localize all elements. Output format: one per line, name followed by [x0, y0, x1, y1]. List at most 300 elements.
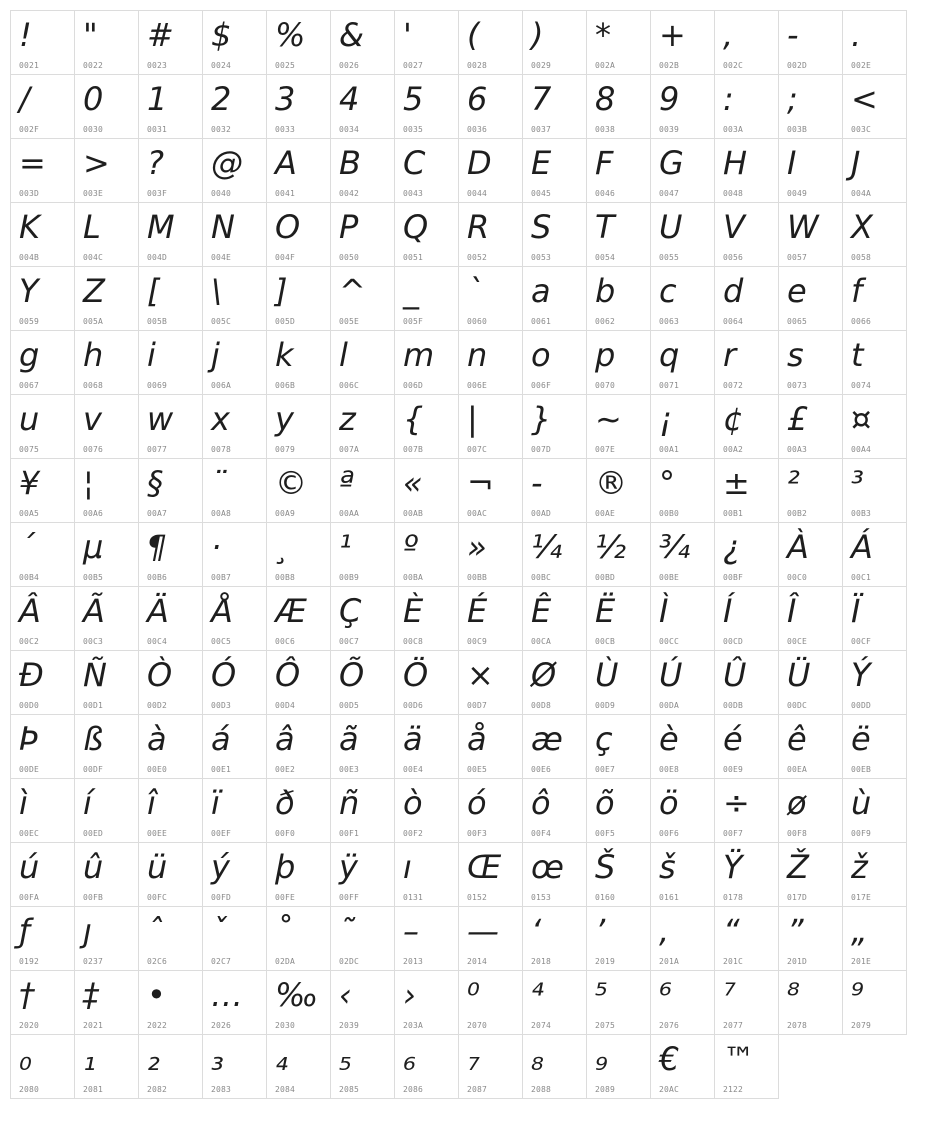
- glyph-character: Œ: [467, 848, 502, 886]
- glyph-cell: [330, 138, 395, 203]
- glyph-character: ³: [851, 464, 864, 502]
- glyph-character: f: [851, 272, 863, 310]
- glyph-character: œ: [531, 848, 564, 886]
- glyph-character: Y: [19, 272, 39, 310]
- glyph-cell: [842, 522, 907, 587]
- glyph-cell: [202, 650, 267, 715]
- glyph-codepoint: 0056: [723, 253, 744, 262]
- glyph-codepoint: 00C3: [83, 637, 104, 646]
- glyph-codepoint: 0023: [147, 61, 168, 70]
- glyph-cell: [842, 714, 907, 779]
- glyph-character: ?: [147, 144, 164, 182]
- glyph-character: È: [403, 592, 424, 630]
- glyph-codepoint: 003B: [787, 125, 808, 134]
- glyph-character: c: [659, 272, 677, 310]
- glyph-codepoint: 00F7: [723, 829, 744, 838]
- glyph-cell: [586, 842, 651, 907]
- glyph-codepoint: 0058: [851, 253, 872, 262]
- glyph-character: ”: [787, 912, 804, 950]
- glyph-cell: [74, 330, 139, 395]
- glyph-codepoint: 0048: [723, 189, 744, 198]
- glyph-cell: [586, 650, 651, 715]
- glyph-cell: [586, 714, 651, 779]
- glyph-cell: [778, 458, 843, 523]
- glyph-character: ⁸: [787, 976, 800, 1014]
- glyph-cell: [74, 1034, 139, 1099]
- glyph-codepoint: 00C7: [339, 637, 360, 646]
- glyph-cell: [138, 394, 203, 459]
- glyph-codepoint: 2081: [83, 1085, 104, 1094]
- glyph-character: ÿ: [339, 848, 358, 886]
- glyph-codepoint: 0053: [531, 253, 552, 262]
- glyph-codepoint: 00C8: [403, 637, 424, 646]
- glyph-cell: [74, 202, 139, 267]
- glyph-codepoint: 2079: [851, 1021, 872, 1030]
- glyph-character: “: [723, 912, 740, 950]
- glyph-cell: [138, 522, 203, 587]
- glyph-codepoint: 003F: [147, 189, 168, 198]
- glyph-codepoint: 0038: [595, 125, 616, 134]
- glyph-cell: [586, 330, 651, 395]
- glyph-cell: [138, 778, 203, 843]
- glyph-character: ’: [595, 912, 606, 950]
- glyph-cell: [842, 458, 907, 523]
- glyph-cell: [266, 74, 331, 139]
- glyph-cell: [330, 714, 395, 779]
- glyph-character: ï: [211, 784, 220, 822]
- glyph-character: Ô: [275, 656, 301, 694]
- glyph-cell: [394, 714, 459, 779]
- glyph-cell: [714, 1034, 779, 1099]
- glyph-character: P: [339, 208, 359, 246]
- glyph-codepoint: 00E3: [339, 765, 360, 774]
- glyph-character: O: [275, 208, 301, 246]
- glyph-codepoint: 0031: [147, 125, 168, 134]
- glyph-cell: [202, 586, 267, 651]
- glyph-cell: [10, 778, 75, 843]
- glyph-character: ö: [659, 784, 679, 822]
- glyph-character: É: [467, 592, 488, 630]
- glyph-cell: [10, 202, 75, 267]
- glyph-character: Ï: [851, 592, 861, 630]
- glyph-codepoint: 00E9: [723, 765, 744, 774]
- glyph-codepoint: 02C7: [211, 957, 232, 966]
- glyph-character: ‰: [275, 976, 319, 1014]
- glyph-codepoint: 00D0: [19, 701, 40, 710]
- glyph-codepoint: 0131: [403, 893, 424, 902]
- glyph-cell: [138, 842, 203, 907]
- glyph-cell: [10, 586, 75, 651]
- glyph-cell: [522, 650, 587, 715]
- glyph-codepoint: 0061: [531, 317, 552, 326]
- glyph-cell: [266, 842, 331, 907]
- glyph-character: á: [211, 720, 231, 758]
- glyph-cell: [10, 970, 75, 1035]
- glyph-character: /: [19, 80, 30, 118]
- glyph-codepoint: 004F: [275, 253, 296, 262]
- glyph-character: A: [275, 144, 297, 182]
- glyph-character: »: [467, 528, 487, 566]
- glyph-codepoint: 00FF: [339, 893, 360, 902]
- glyph-cell: [138, 650, 203, 715]
- glyph-codepoint: 2078: [787, 1021, 808, 1030]
- glyph-character: (: [467, 16, 480, 54]
- glyph-character: 4: [339, 80, 360, 118]
- glyph-cell: [714, 650, 779, 715]
- glyph-character: ©: [275, 464, 307, 502]
- glyph-character: ₉: [595, 1040, 608, 1078]
- glyph-codepoint: 00AA: [339, 509, 360, 518]
- glyph-character: £: [787, 400, 808, 438]
- glyph-character: ±: [723, 464, 750, 502]
- glyph-character: ¿: [723, 528, 740, 566]
- glyph-codepoint: 006A: [211, 381, 232, 390]
- glyph-character: -: [531, 464, 543, 502]
- glyph-character: [: [147, 272, 160, 310]
- glyph-cell: [714, 394, 779, 459]
- glyph-codepoint: 006E: [467, 381, 488, 390]
- glyph-cell: [522, 458, 587, 523]
- glyph-cell: [714, 906, 779, 971]
- glyph-character: ˇ: [211, 912, 227, 950]
- glyph-codepoint: 00B1: [723, 509, 744, 518]
- glyph-cell: [458, 522, 523, 587]
- glyph-cell: [842, 970, 907, 1035]
- glyph-character: ¶: [147, 528, 168, 566]
- glyph-cell: [330, 522, 395, 587]
- glyph-cell: [778, 394, 843, 459]
- glyph-cell: [842, 10, 907, 75]
- glyph-character: ó: [467, 784, 487, 822]
- glyph-codepoint: 0043: [403, 189, 424, 198]
- glyph-character: û: [83, 848, 104, 886]
- glyph-character: ₅: [339, 1040, 352, 1078]
- glyph-character: 8: [595, 80, 616, 118]
- glyph-codepoint: 0064: [723, 317, 744, 326]
- glyph-character: d: [723, 272, 744, 310]
- glyph-cell: [74, 10, 139, 75]
- glyph-codepoint: 2018: [531, 957, 552, 966]
- glyph-codepoint: 203A: [403, 1021, 424, 1030]
- glyph-codepoint: 00B2: [787, 509, 808, 518]
- glyph-character: ): [531, 16, 544, 54]
- glyph-cell: [330, 266, 395, 331]
- glyph-codepoint: 004E: [211, 253, 232, 262]
- glyph-character: ß: [83, 720, 104, 758]
- glyph-cell: [266, 394, 331, 459]
- glyph-codepoint: 002D: [787, 61, 808, 70]
- glyph-cell: [74, 74, 139, 139]
- glyph-character: *: [595, 16, 611, 54]
- glyph-character: W: [787, 208, 819, 246]
- glyph-character: p: [595, 336, 616, 374]
- glyph-cell: [202, 778, 267, 843]
- glyph-cell: [458, 202, 523, 267]
- glyph-cell: [586, 522, 651, 587]
- glyph-character: q: [659, 336, 680, 374]
- glyph-codepoint: 2039: [339, 1021, 360, 1030]
- glyph-character: ‚: [659, 912, 670, 950]
- glyph-cell: [650, 714, 715, 779]
- glyph-character: ñ: [339, 784, 360, 822]
- glyph-codepoint: 00CC: [659, 637, 680, 646]
- glyph-codepoint: 0068: [83, 381, 104, 390]
- glyph-codepoint: 00DA: [659, 701, 680, 710]
- glyph-codepoint: 007E: [595, 445, 616, 454]
- glyph-character: s: [787, 336, 804, 374]
- glyph-codepoint: 017D: [787, 893, 808, 902]
- glyph-codepoint: 00C2: [19, 637, 40, 646]
- glyph-codepoint: 0041: [275, 189, 296, 198]
- glyph-codepoint: 0050: [339, 253, 360, 262]
- glyph-cell: [266, 458, 331, 523]
- glyph-codepoint: 2089: [595, 1085, 616, 1094]
- glyph-codepoint: 0072: [723, 381, 744, 390]
- glyph-character: ⁷: [723, 976, 736, 1014]
- glyph-cell: [394, 10, 459, 75]
- glyph-codepoint: 0044: [467, 189, 488, 198]
- glyph-cell: [10, 458, 75, 523]
- glyph-codepoint: 0152: [467, 893, 488, 902]
- glyph-codepoint: 0025: [275, 61, 296, 70]
- glyph-character: ½: [595, 528, 627, 566]
- glyph-codepoint: 0035: [403, 125, 424, 134]
- glyph-character: ž: [851, 848, 868, 886]
- glyph-character: §: [147, 464, 163, 502]
- glyph-cell: [842, 906, 907, 971]
- glyph-codepoint: 005A: [83, 317, 104, 326]
- glyph-cell: [586, 138, 651, 203]
- glyph-cell: [458, 650, 523, 715]
- glyph-cell: [138, 330, 203, 395]
- glyph-codepoint: 2085: [339, 1085, 360, 1094]
- glyph-codepoint: 0067: [19, 381, 40, 390]
- glyph-character: o: [531, 336, 551, 374]
- glyph-character: Ú: [659, 656, 683, 694]
- glyph-character: Î: [787, 592, 797, 630]
- glyph-codepoint: 00C0: [787, 573, 808, 582]
- glyph-cell: [266, 714, 331, 779]
- glyph-character: j: [211, 336, 220, 374]
- glyph-cell: [842, 138, 907, 203]
- glyph-character: L: [83, 208, 101, 246]
- glyph-character: Á: [851, 528, 873, 566]
- glyph-cell: [650, 970, 715, 1035]
- glyph-cell: [202, 394, 267, 459]
- glyph-cell: [202, 202, 267, 267]
- glyph-cell: [714, 970, 779, 1035]
- glyph-character: -: [787, 16, 799, 54]
- glyph-codepoint: 0077: [147, 445, 168, 454]
- glyph-character: ¹: [339, 528, 352, 566]
- glyph-character: Ó: [211, 656, 237, 694]
- glyph-cell: [266, 906, 331, 971]
- glyph-cell: [394, 1034, 459, 1099]
- glyph-codepoint: 00B6: [147, 573, 168, 582]
- glyph-character: ₂: [147, 1040, 160, 1078]
- glyph-character: Â: [19, 592, 41, 630]
- glyph-grid: [10, 10, 920, 1098]
- glyph-cell: [650, 202, 715, 267]
- glyph-cell: [10, 522, 75, 587]
- glyph-codepoint: 0078: [211, 445, 232, 454]
- glyph-codepoint: 00D7: [467, 701, 488, 710]
- glyph-cell: [202, 10, 267, 75]
- glyph-cell: [202, 138, 267, 203]
- glyph-cell: [202, 266, 267, 331]
- glyph-cell: [522, 714, 587, 779]
- glyph-codepoint: 00CF: [851, 637, 872, 646]
- glyph-character: U: [659, 208, 683, 246]
- glyph-cell: [266, 586, 331, 651]
- glyph-codepoint: 0029: [531, 61, 552, 70]
- glyph-cell: [74, 458, 139, 523]
- glyph-codepoint: 00C6: [275, 637, 296, 646]
- glyph-codepoint: 00A3: [787, 445, 808, 454]
- glyph-codepoint: 00D1: [83, 701, 104, 710]
- glyph-codepoint: 00F6: [659, 829, 680, 838]
- glyph-cell: [842, 650, 907, 715]
- glyph-cell: [202, 970, 267, 1035]
- glyph-character: ₁: [83, 1040, 96, 1078]
- glyph-character: ª: [339, 464, 355, 502]
- glyph-cell: [138, 10, 203, 75]
- glyph-character: Û: [723, 656, 747, 694]
- glyph-cell: [394, 330, 459, 395]
- glyph-codepoint: 00D4: [275, 701, 296, 710]
- glyph-cell: [394, 906, 459, 971]
- glyph-character: m: [403, 336, 435, 374]
- glyph-cell: [330, 586, 395, 651]
- glyph-character: ⁹: [851, 976, 864, 1014]
- glyph-codepoint: 005F: [403, 317, 424, 326]
- glyph-character: ´: [19, 528, 35, 566]
- glyph-character: >: [83, 144, 110, 182]
- glyph-cell: [778, 522, 843, 587]
- glyph-cell: [202, 842, 267, 907]
- glyph-cell: [394, 650, 459, 715]
- glyph-codepoint: 002A: [595, 61, 616, 70]
- glyph-character: è: [659, 720, 679, 758]
- glyph-cell: [586, 10, 651, 75]
- glyph-cell: [394, 778, 459, 843]
- glyph-cell: [458, 1034, 523, 1099]
- glyph-cell: [394, 970, 459, 1035]
- glyph-cell: [714, 778, 779, 843]
- glyph-character: M: [147, 208, 175, 246]
- glyph-cell: [74, 970, 139, 1035]
- glyph-codepoint: 007B: [403, 445, 424, 454]
- glyph-character: ": [83, 16, 98, 54]
- glyph-cell: [778, 10, 843, 75]
- glyph-cell: [330, 906, 395, 971]
- glyph-codepoint: 00A1: [659, 445, 680, 454]
- glyph-codepoint: 007A: [339, 445, 360, 454]
- glyph-cell: [394, 138, 459, 203]
- glyph-character: ×: [467, 656, 494, 694]
- glyph-character: †: [19, 976, 35, 1014]
- glyph-character: …: [211, 976, 243, 1014]
- glyph-character: ˆ: [147, 912, 163, 950]
- glyph-cell: [74, 138, 139, 203]
- glyph-codepoint: 20AC: [659, 1085, 680, 1094]
- glyph-codepoint: 2026: [211, 1021, 232, 1030]
- glyph-codepoint: 0032: [211, 125, 232, 134]
- glyph-character: µ: [83, 528, 104, 566]
- glyph-cell: [714, 10, 779, 75]
- glyph-codepoint: 00EF: [211, 829, 232, 838]
- glyph-codepoint: 0034: [339, 125, 360, 134]
- glyph-codepoint: 00F5: [595, 829, 616, 838]
- glyph-cell: [458, 330, 523, 395]
- glyph-cell: [74, 906, 139, 971]
- glyph-cell: [522, 970, 587, 1035]
- glyph-cell: [714, 202, 779, 267]
- glyph-codepoint: 0037: [531, 125, 552, 134]
- glyph-character: `: [467, 272, 483, 310]
- glyph-codepoint: 00EC: [19, 829, 40, 838]
- glyph-character: À: [787, 528, 809, 566]
- glyph-cell: [266, 522, 331, 587]
- glyph-character: Ç: [339, 592, 362, 630]
- glyph-cell: [842, 202, 907, 267]
- glyph-cell: [330, 970, 395, 1035]
- glyph-character: ý: [211, 848, 230, 886]
- glyph-character: ¼: [531, 528, 563, 566]
- glyph-codepoint: 0076: [83, 445, 104, 454]
- glyph-character: w: [147, 400, 174, 438]
- glyph-codepoint: 00A8: [211, 509, 232, 518]
- glyph-codepoint: 00AC: [467, 509, 488, 518]
- glyph-codepoint: 00FC: [147, 893, 168, 902]
- glyph-codepoint: 2030: [275, 1021, 296, 1030]
- glyph-cell: [714, 138, 779, 203]
- glyph-codepoint: 0074: [851, 381, 872, 390]
- glyph-cell: [394, 458, 459, 523]
- glyph-character: I: [787, 144, 797, 182]
- glyph-cell: [330, 394, 395, 459]
- glyph-codepoint: 2019: [595, 957, 616, 966]
- glyph-cell: [714, 586, 779, 651]
- glyph-character: x: [211, 400, 230, 438]
- glyph-cell: [202, 522, 267, 587]
- glyph-character: }: [531, 400, 552, 438]
- glyph-character: {: [403, 400, 424, 438]
- glyph-codepoint: 201D: [787, 957, 808, 966]
- glyph-character: =: [19, 144, 46, 182]
- glyph-cell: [778, 266, 843, 331]
- glyph-cell: [458, 74, 523, 139]
- glyph-character: #: [147, 16, 174, 54]
- glyph-cell: [138, 74, 203, 139]
- glyph-character: ô: [531, 784, 551, 822]
- glyph-codepoint: 2013: [403, 957, 424, 966]
- glyph-character: Þ: [19, 720, 39, 758]
- glyph-codepoint: 201C: [723, 957, 744, 966]
- glyph-codepoint: 00AE: [595, 509, 616, 518]
- glyph-codepoint: 0052: [467, 253, 488, 262]
- glyph-codepoint: 002B: [659, 61, 680, 70]
- glyph-codepoint: 0079: [275, 445, 296, 454]
- glyph-character: 1: [147, 80, 168, 118]
- glyph-codepoint: 0066: [851, 317, 872, 326]
- glyph-character: ₀: [19, 1040, 32, 1078]
- glyph-codepoint: 00BD: [595, 573, 616, 582]
- glyph-codepoint: 00E2: [275, 765, 296, 774]
- glyph-codepoint: 0160: [595, 893, 616, 902]
- glyph-character: _: [403, 272, 419, 310]
- glyph-cell: [650, 394, 715, 459]
